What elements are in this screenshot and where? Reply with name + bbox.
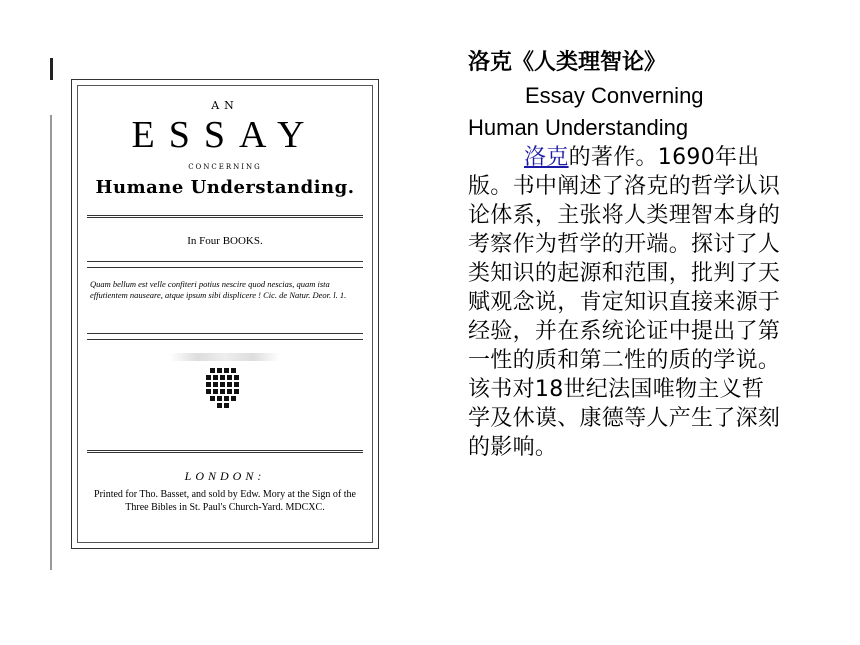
- essay-title-page-image: [50, 55, 385, 580]
- author-link[interactable]: 洛克: [524, 145, 569, 170]
- book-description-body: [468, 143, 786, 462]
- book-title-english-line2: Human Understanding: [468, 115, 689, 140]
- book-title-chinese: 洛克《人类理智论》: [468, 50, 667, 75]
- title-page-london: LONDON:: [184, 469, 266, 483]
- title-page-rule: [87, 267, 363, 268]
- title-page-rule: [87, 450, 363, 453]
- title-page-rule: [87, 215, 363, 218]
- scan-edge-line: [50, 115, 52, 570]
- printers-ornament-icon: [205, 368, 245, 410]
- title-page-concerning: CONCERNING: [188, 163, 262, 171]
- title-page-rule: [87, 333, 363, 334]
- title-page-human-understanding: Humane Understanding.: [95, 177, 355, 198]
- title-page-an: AN: [211, 99, 239, 112]
- book-description-text: 的著作。1690年出版。书中阐述了洛克的哲学认识论体系，主张将人类理智本身的考察作为哲学的开端。探讨了人类知识的起源和范围，批判了天赋观念说，肯定知识直接来源于经验，并在系统论证中提出了第一性的质和第二性的质的学说。该书对18世纪法国唯物主义哲学及休谟、康德等人产生了深刻的影响。: [468, 145, 781, 460]
- title-page-rule: [87, 339, 363, 340]
- book-title-english-line1: Essay Converning: [525, 83, 704, 108]
- title-page-imprint: Printed for Tho. Basset, and sold by Edw. Mory at the Sign of the Three Bibles in St. Paul's Church-Yard. MDCXC.: [94, 489, 356, 513]
- title-page-essay: ESSAY: [131, 114, 319, 156]
- title-page-books: In Four BOOKS.: [187, 235, 263, 247]
- title-page-faded-mark: [170, 353, 280, 361]
- scan-edge-mark: [50, 58, 53, 80]
- title-page-rule: [87, 261, 363, 262]
- title-page-latin-quote: Quam bellum est velle confiteri potius nescire quod nescias, quam ista effutientem nauseare, atque ipsum sibi displicere ! Cic. de Natur. Deor. l. 1.: [90, 279, 347, 300]
- book-description: [468, 47, 798, 462]
